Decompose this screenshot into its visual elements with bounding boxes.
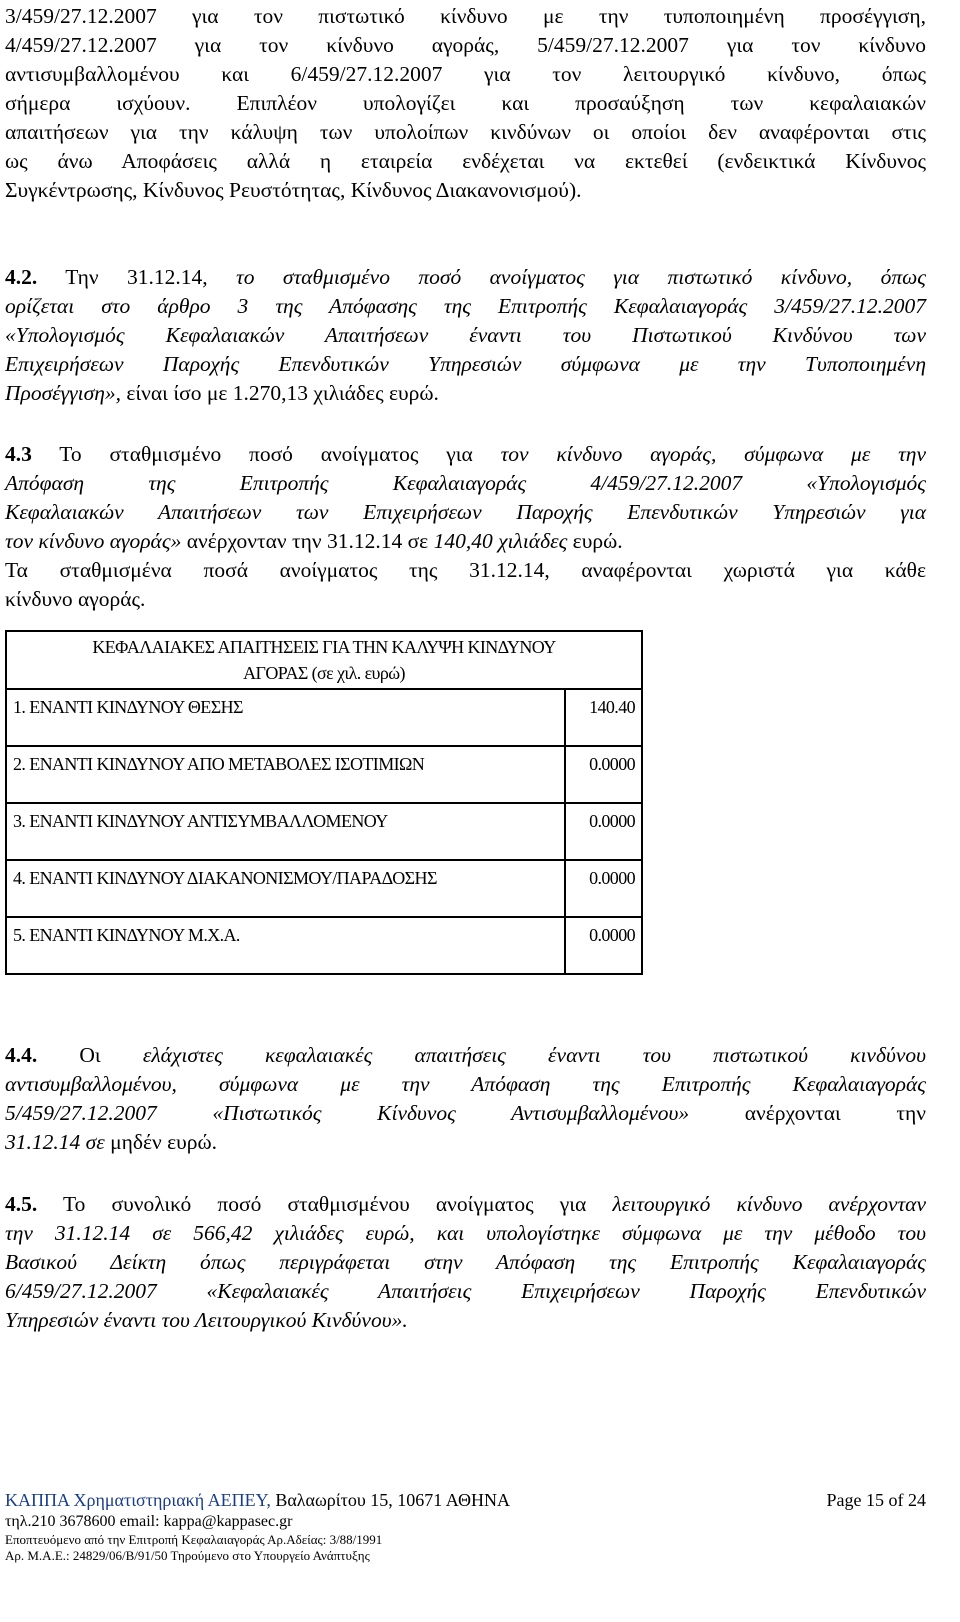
section-4-2-line-1: 4.2. Την 31.12.14, το σταθμισμένο ποσό ανοίγματος για πιστωτικό κίνδυνο, όπως [5,265,927,289]
section-4-2-line-5: Προσέγγιση», είναι ίσο με 1.270,13 χιλιάδες ευρώ. [5,381,439,405]
row-label: 2. ΕΝΑΝΤΙ ΚΙΝΔΥΝΟΥ ΑΠΟ ΜΕΤΑΒΟΛΕΣ ΙΣΟΤΙΜΙΩΝ [6,746,565,803]
row-label: 5. ΕΝΑΝΤΙ ΚΙΝΔΥΝΟΥ Μ.Χ.Α. [6,917,565,974]
row-value: 0.0000 [565,803,642,860]
row-value: 0.0000 [565,746,642,803]
section-4-5-line-1: 4.5. Το συνολικό ποσό σταθμισμένου ανοίγματος για λειτουργικό κίνδυνο ανέρχονταν [5,1192,927,1216]
section-4-2-line-3: «Υπολογισμός Κεφαλαιακών Απαιτήσεων έναντι του Πιστωτικού Κινδύνου των [5,323,926,347]
section-4-3-line-1: 4.3 Το σταθμισμένο ποσό ανοίγματος για τον κίνδυνο αγοράς, σύμφωνα με την [5,442,927,466]
section-4-5-line-2: την 31.12.14 σε 566,42 χιλιάδες ευρώ, και υπολογίστηκε σύμφωνα με την μέθοδο του [5,1221,926,1245]
footer-supervision: Εποπτευόμενο από την Επιτροπή Κεφαλαιαγοράς Αρ.Αδείας: 3/88/1991 [5,1532,383,1547]
intro-line-2: 4/459/27.12.2007 για τον κίνδυνο αγοράς, 5/459/27.12.2007 για τον κίνδυνο [5,33,926,57]
section-4-4-line-1: 4.4. Οι ελάχιστες κεφαλαιακές απαιτήσεις έναντι του πιστωτικού κινδύνου [5,1043,926,1067]
intro-line-6: ως άνω Αποφάσεις αλλά η εταιρεία ενδέχεται να εκτεθεί (ενδεικτικά Κίνδυνος [5,149,926,173]
company-name: ΚΑΠΠΑ Χρηματιστηριακή ΑΕΠΕΥ, [5,1490,271,1510]
row-value: 0.0000 [565,860,642,917]
footer-contact-line: τηλ.210 3678600 email: kappa@kappasec.gr [5,1513,293,1530]
row-value: 140.40 [565,689,642,746]
market-risk-capital-table [5,630,643,975]
row-label: 1. ΕΝΑΝΤΙ ΚΙΝΔΥΝΟΥ ΘΕΣΗΣ [6,689,565,746]
phone: τηλ.210 3678600 [5,1513,116,1530]
section-4-5-line-3: Βασικού Δείκτη όπως περιγράφεται στην Απόφαση της Επιτροπής Κεφαλαιαγοράς [5,1250,926,1274]
footer-registry: Αρ. Μ.Α.Ε.: 24829/06/Β/91/50 Τηρούμενο στο Υπουργείο Ανάπτυξης [5,1548,370,1563]
email-link[interactable]: kappa@kappasec.gr [163,1513,293,1530]
page-number: Page 15 of 24 [826,1490,926,1510]
section-4-2-line-4: Επιχειρήσεων Παροχής Επενδυτικών Υπηρεσιών σύμφωνα με την Τυποποιημένη [5,352,926,376]
footer-company-line [5,1488,926,1512]
section-4-2-line-2: ορίζεται στο άρθρο 3 της Απόφασης της Επιτροπής Κεφαλαιαγοράς 3/459/27.12.2007 [5,294,926,318]
intro-line-7: Συγκέντρωσης, Κίνδυνος Ρευστότητας, Κίνδυνος Διακανονισμού). [5,178,582,202]
section-4-5-line-4: 6/459/27.12.2007 «Κεφαλαιακές Απαιτήσεις Επιχειρήσεων Παροχής Επενδυτικών [5,1279,926,1303]
section-4-3-line-2: Απόφαση της Επιτροπής Κεφαλαιαγοράς 4/459/27.12.2007 «Υπολογισμός [5,471,926,495]
section-number: 4.5. [5,1192,38,1216]
section-4-3-line-3: Κεφαλαιακών Απαιτήσεων των Επιχειρήσεων Παροχής Επενδυτικών Υπηρεσιών για [5,500,926,524]
section-4-4-line-2: αντισυμβαλλομένου, σύμφωνα με την Απόφαση της Επιτροπής Κεφαλαιαγοράς [5,1072,926,1096]
intro-line-3: αντισυμβαλλομένου και 6/459/27.12.2007 για τον λειτουργικό κίνδυνο, όπως [5,62,926,86]
intro-line-1: 3/459/27.12.2007 για τον πιστωτικό κίνδυνο με την τυποποιημένη προσέγγιση, [5,4,926,28]
table-header: ΚΕΦΑΛΑΙΑΚΕΣ ΑΠΑΙΤΗΣΕΙΣ ΓΙΑ ΤΗΝ ΚΑΛΥΨΗ ΚΙΝΔΥΝΟΥ ΑΓΟΡΑΣ (σε χιλ. ευρώ) [6,631,642,689]
row-value: 0.0000 [565,917,642,974]
section-4-4-line-4: 31.12.14 σε μηδέν ευρώ. [5,1130,218,1154]
table-row [6,917,642,974]
section-number: 4.2. [5,265,38,289]
table-header-row [6,631,642,689]
table-row [6,689,642,746]
table-row [6,860,642,917]
section-4-3-line-6: κίνδυνο αγοράς. [5,587,146,611]
section-number: 4.4. [5,1043,38,1067]
intro-line-4: σήμερα ισχύουν. Επιπλέον υπολογίζει και προσαύξηση των κεφαλαιακών [5,91,926,115]
company-address: Βαλαωρίτου 15, 10671 ΑΘΗΝΑ [275,1490,511,1510]
intro-line-5: απαιτήσεων για την κάλυψη των υπολοίπων κινδύνων οι οποίοι δεν αναφέρονται στις [5,120,926,144]
section-4-5-line-5: Υπηρεσιών έναντι του Λειτουργικού Κινδύνου». [5,1308,408,1332]
section-4-3-line-5: Τα σταθμισμένα ποσά ανοίγματος της 31.12.14, αναφέρονται χωριστά για κάθε [5,558,926,582]
row-label: 3. ΕΝΑΝΤΙ ΚΙΝΔΥΝΟΥ ΑΝΤΙΣΥΜΒΑΛΛΟΜΕΝΟΥ [6,803,565,860]
table-row [6,803,642,860]
section-number: 4.3 [5,442,32,466]
section-4-4-line-3: 5/459/27.12.2007 «Πιστωτικός Κίνδυνος Αντισυμβαλλομένου» ανέρχονται την [5,1101,927,1125]
row-label: 4. ΕΝΑΝΤΙ ΚΙΝΔΥΝΟΥ ΔΙΑΚΑΝΟΝΙΣΜΟΥ/ΠΑΡΑΔΟΣΗΣ [6,860,565,917]
table-row [6,746,642,803]
section-4-3-line-4: τον κίνδυνο αγοράς» ανέρχονταν την 31.12.14 σε 140,40 χιλιάδες ευρώ. [5,529,623,553]
